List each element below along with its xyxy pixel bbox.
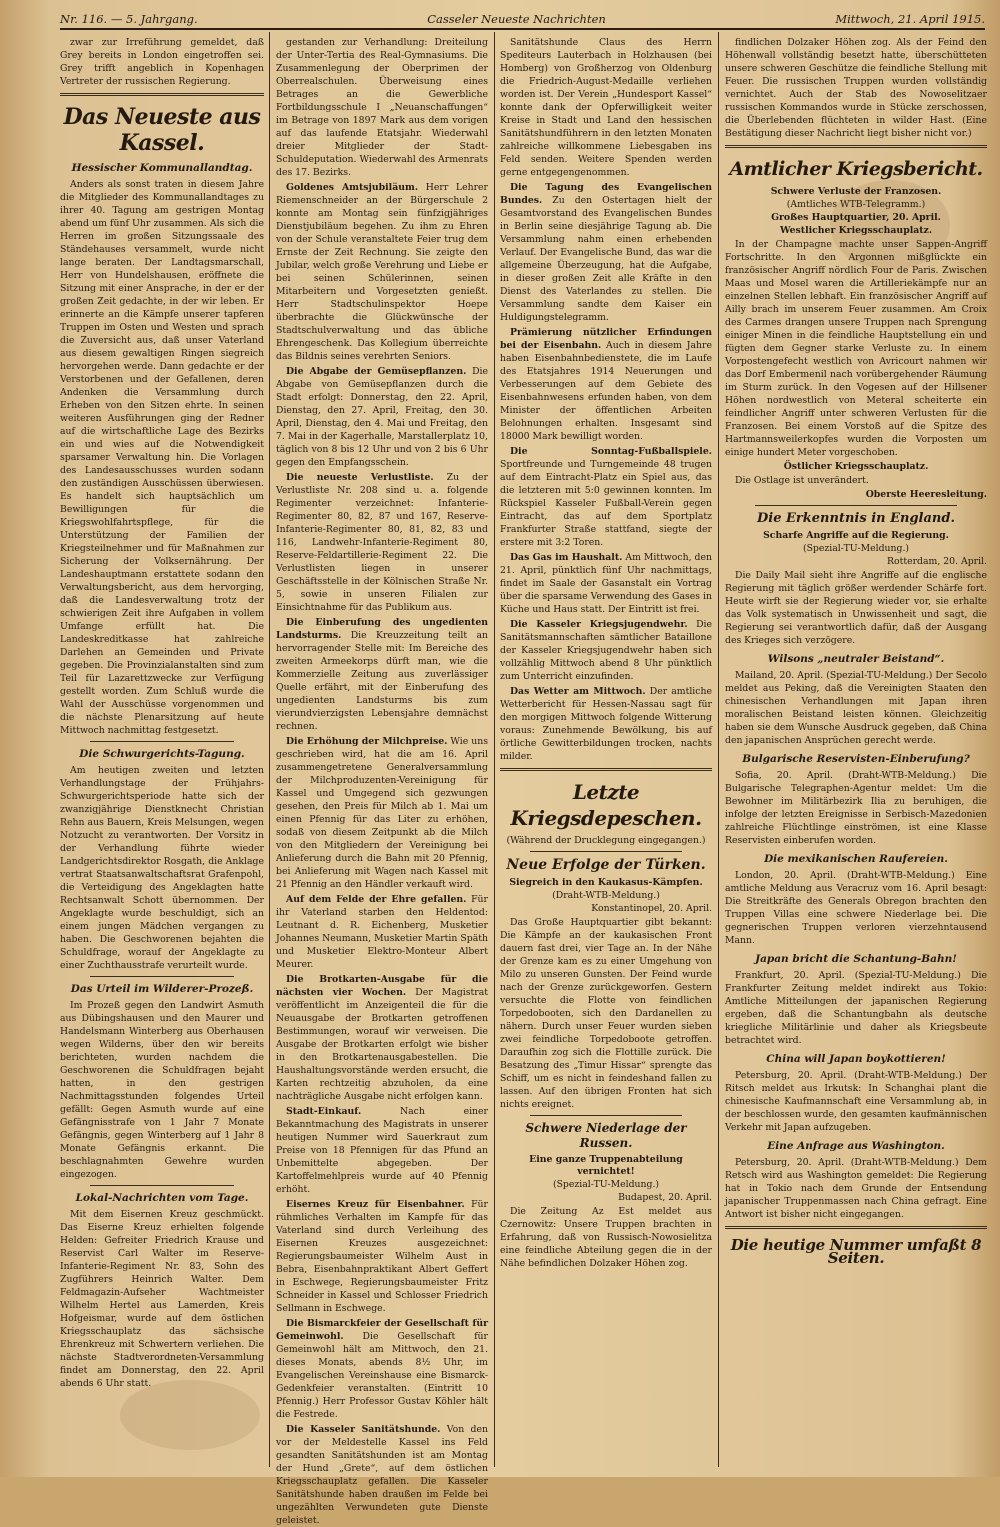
article-heading: Japan bricht die Schantung-Bahn! — [755, 953, 957, 965]
article-text: Am Mittwoch, den 21. April, pünktlich fünf Uhr nachmittags, findet im Saale der Gasanstalt ein Vortrag über die sparsame Verwendung des Gases in Küche und Haus statt. Der Eintritt ist frei. — [500, 552, 712, 615]
article-heading: Die Tagung des Evangelischen Bundes. — [500, 182, 712, 206]
article-text: Die Kreuzzeitung teilt an hervorragender Stelle mit: Im Bereiche des zweiten Armeekorps dürft man, wie die Kommerzielle Zeitung aus zuverlässiger Quelle erfährt, mit der Einberufung des ungedienten Landsturms bis zum vierundvierzigsten Lebensjahre demnächst rechnen. — [276, 630, 488, 732]
divider — [530, 1115, 682, 1116]
divider — [60, 93, 264, 96]
article-text: Sanitätshunde Claus des Herrn Spediteurs Lauterbach in Holzhausen (bei Homberg) von Großherzog von Oldenburg die Friedrich-August-Medaille verliehen worden ist. Der Verein „Hundesport Kassel“ konnte dank der Opferwilligkeit weiter Kreise in Stadt und Land den hessischen Sanitätshundführern in den letzten Monaten zahlreiche willkommene Liebesgaben ins Feld senden. Weitere Spenden werden gerne entgegengenommen. — [500, 37, 712, 178]
article-text: Im Prozeß gegen den Landwirt Asmuth aus Dübingshausen und den Maurer und Handelsmann Winterberg aus Oberhausen wegen Wilderns, über den wir bereits berichteten, wurden nachdem die Geschworenen die Schuldfragen bejaht hatten, in den gestrigen Nachmittagsstunden folgendes Urteil gefällt: Gegen Asmuth wurde auf eine Gefängnisstrafe von 1 Jahr 7 Monate Gefängnis, gegen Winterberg auf 1 Jahr 8 Monate Gefängnis erkannt. Die beschlagnahmten Gewehre wurden eingezogen. — [60, 1000, 264, 1180]
article-subheading: Schwere Verluste der Franzosen. — [770, 186, 942, 197]
article-text: Die Daily Mail sieht ihre Angriffe auf die englische Regierung mit täglich größer werdender Schärfe fort. Heute wirft sie der Regierung wieder vor, sie erhalte das Volk systematisch in Unwissenheit und sagt, die Regierung sei verantwortlich dafür, daß der Ausgang des Krieges sich verzögere. — [725, 570, 987, 646]
article-heading: Schwere Niederlage der Russen. — [525, 1121, 687, 1150]
article-text: Zu den Ostertagen hielt der Gesamtvorstand des Evangelischen Bundes in Berlin seine diesjährige Tagung ab. Die Versammlung nahm einen erhebenden Verlauf. Der Evangelische Bund, das war die allgemeine Überzeugung, hat die Aufgabe, in dieser großen Zeit alle Kräfte in den Dienst des Vaterlandes zu stellen. Die Versammlung sandte dem Kaiser ein Huldigungstelegramm. — [500, 195, 712, 323]
article-text: Wie uns geschrieben wird, hat die am 16. April zusammengetretene Generalversammlung der Milchproduzenten-Vereinigung für Kassel und Umgegend sich gezwungen gesehen, den Preis für Milch ab 1. Mai um einen Pfennig für das Liter zu erhöhen, sodaß von diesem Zeitpunkt ab die Milch von den Mitgliedern der Vereinigung bei Anlieferung durch die Bahn mit 20 Pfennig, bei Anlieferung mit Wagen nach Kassel mit 21 Pfennig an den Händler verkauft wird. — [276, 736, 488, 890]
column-divider — [269, 32, 270, 1467]
article-heading: Die Bismarckfeier der Gesellschaft für Gemeinwohl. — [276, 1318, 488, 1342]
divider — [90, 1185, 234, 1186]
article-text: Die Sanitätsmannschaften sämtlicher Bataillone der Kasseler Kriegsjugendwehr haben sich vollzählig Mittwoch abend 8 Uhr pünktlich zum Unterricht einzufinden. — [500, 619, 712, 682]
article-text: Anders als sonst traten in diesem Jahre die Mitglieder des Kommunallandtages zu ihrer 40. Tagung am gestrigen Montag abend um fünf Uhr zusammen. Als sich die Herren im großen Sitzungssaale des Ständehauses versammelt, wurde nicht lange beraten. Der Landtagsmarschall, Herr von Hundelshausen, eröffnete die Sitzung mit einer Ansprache, in der er der großen Zeit gedachte, in der wir leben. Er erinnerte an die Kämpfe unserer tapferen Truppen im Osten und Westen und sprach die Zuversicht aus, daß unser Vaterland aus diesem gewaltigen Ringen siegreich hervorgehen werde. Dann gedachte er der Verstorbenen und der Gefallenen, deren Andenken die Versammlung durch Erheben von den Sitzen ehrte. In seinen weiteren Ausführungen ging der Redner auf die wirtschaftliche Lage des Bezirks ein und wies auf die Notwendigkeit sparsamer Verwaltung hin. Die Vorlagen des Landesausschusses wurden sodann den zuständigen Ausschüssen überwiesen. Es handelt sich hauptsächlich um Bewilligungen für die Kriegswohlfahrtspflege, für die Unterstützung der Familien der Kriegsteilnehmer und für Maßnahmen zur Sicherung der Volksernährung. Der Landeshauptmann erstattete sodann den Verwaltungsbericht, aus dem hervorging, daß die Landesverwaltung trotz der schwierigen Zeit ihre Aufgaben in vollem Umfange erfüllt hat. Die Landeskreditkasse hat zahlreiche Darlehen an Gemeinden und Private gegeben. Die Provinzialanstalten sind zum Teil für Lazarettzwecke zur Verfügung gestellt worden. Zum Schluß wurde die Wahl der Ausschüsse vorgenommen und die nächste Plenarsitzung auf heute Mittwoch nachmittag festgesetzt. — [60, 179, 264, 736]
divider — [755, 505, 957, 506]
article-heading: Wilsons „neutraler Beistand“. — [767, 653, 945, 665]
article-text: Zu der Verlustliste Nr. 208 sind u. a. folgende Regimenter verzeichnet: Infanterie-Regimenter 80, 82, 87 und 167, Reserve-Infanterie-Regimenter 80, 81, 82, 83 und 116, Landwehr-Infanterie-Regiment 80, Reserve-Feldartillerie-Regiment 22. Die Verlustlisten liegen in unserer Geschäftsstelle in der Kölnischen Straße Nr. 5, sowie in unseren Filialen zur Einsichtnahme für das Publikum aus. — [276, 472, 488, 613]
article-text: Frankfurt, 20. April. (Spezial-TU-Meldung.) Die Frankfurter Zeitung meldet indirekt aus Tokio: Amtliche Mitteilungen der japanischen Regierung ergeben, daß die Schantungbahn als deutsche kriegliche Militärlinie und daher als Kriegsbeute betrachtet wird. — [725, 970, 987, 1046]
article-text: Die Gesellschaft für Gemeinwohl hält am Mittwoch, den 21. dieses Monats, abends 8½ Uhr, im Evangelischen Vereinshause eine Bismarck-Gedenkfeier veranstalten. (Eintritt 10 Pfennig.) Herr Professor Gustav Köhler hält die Festrede. — [276, 1331, 488, 1420]
article-text: Die Zeitung Az Est meldet aus Czernowitz: Unsere Truppen brachten in Erfahrung, daß von Russisch-Nowosielitza eine feindliche Abteilung gegen die in der Nähe befindlichen Dolzaker Höhen zog. — [500, 1206, 712, 1269]
article-heading: Prämierung nützlicher Erfindungen bei der Eisenbahn. — [500, 327, 712, 351]
article-heading: Neue Erfolge der Türken. — [506, 857, 706, 873]
article-text: Mit dem Eisernen Kreuz geschmückt. Das Eiserne Kreuz erhielten folgende Helden: Gefreiter Friedrich Krause und Reservist Carl Walter im Reserve-Infanterie-Regiment Nr. 83, Sohn des Zugführers Heinrich Walter. Dem Feldmagazin-Aufseher Wachtmeister Wilhelm Hertel aus Lamerden, Kreis Hofgeismar, wurde auf dem östlichen Kriegsschauplatz das sächsische Ehrenkreuz mit Schwertern verliehen. Die nächste Stadtverordneten-Versammlung findet am Donnerstag, den 22. April abends 6 Uhr statt. — [60, 1209, 264, 1389]
article-text: Von den vor der Meldestelle Kassel ins Feld gesandten Sanitätshunden ist am Montag der Hund „Grete“, auf dem östlichen Kriegsschauplatz gefallen. Die Kasseler Sanitätshunde haben draußen im Felde bei ungezählten Verwundeten gute Dienste geleistet. — [276, 1424, 488, 1526]
divider — [90, 976, 234, 977]
article-subheading: Siegreich in den Kaukasus-Kämpfen. — [509, 877, 703, 888]
section-banner: Amtlicher Kriegsbericht. — [729, 158, 983, 180]
article-text: Herr Lehrer Riemenschneider an der Bürgerschule 2 konnte am Montag sein fünfzigjähriges Dienstjubiläum begehen. Zu ihm zu Ehren von der Schule veranstaltete Feier trug dem Ernste der Zeit Rechnung. Sie zeigte den Jubilar, welch große Verehrung und Liebe er bei seinen Schülerinnen, seinen Mitarbeitern und Vorgesetzten genießt. Herr Stadtschulinspektor Hoepe überbrachte die Glückwünsche der Stadtschulverwaltung und das übliche Ehrengeschenk. Das Kollegium überreichte das Bildnis seines verehrten Seniors. — [276, 182, 488, 362]
article-heading: Die mexikanischen Raufereien. — [764, 853, 948, 865]
article-text: Auch in diesem Jahre haben Eisenbahnbedienstete, die im Laufe des Etatsjahres 1914 Neuerungen und Verbesserungen auf dem Gebiete des Eisenbahnwesens erfunden haben, von dem Minister der öffentlichen Arbeiten Belohnungen erhalten. Insgesamt sind 18000 Mark bewilligt worden. — [500, 340, 712, 442]
section-banner: Letzte Kriegsdepeschen. — [510, 780, 702, 830]
article-heading: Die Einberufung des ungedienten Landsturms. — [276, 617, 488, 641]
masthead-title: Casseler Neueste Nachrichten — [427, 12, 606, 26]
article-subheading: Eine ganze Truppenabteilung vernichtet! — [529, 1154, 683, 1177]
issue-number: Nr. 116. — 5. Jahrgang. — [60, 12, 198, 26]
article-heading: Die Abgabe der Gemüsepflanzen. — [286, 366, 467, 377]
article-heading: Die Erhöhung der Milchpreise. — [286, 736, 448, 747]
article-source: (Draht-WTB-Meldung.) — [552, 890, 660, 901]
article-heading: China will Japan boykottieren! — [766, 1053, 946, 1065]
article-text: Die Abgabe von Gemüsepflanzen durch die Stadt erfolgt: Donnerstag, den 22. April, Dienstag, den 27. April, Freitag, den 30. April, Dienstag, den 4. Mai und Freitag, den 7. Mai in der Kagerhalle, Marstallerplatz 10, täglich von 8 bis 12 Uhr und von 2 bis 6 Uhr gegen den Empfangsschein. — [276, 366, 488, 468]
article-dateline: Budapest, 20. April. — [618, 1192, 712, 1203]
article-text: gestanden zur Verhandlung: Dreiteilung der Unter-Tertia des Real-Gymnasiums. Die Zusammenlegung der Oberprimen der Oberrealschulen. Überweisung eines Betrages an die Gewerbliche Fortbildungsschule I „Neuanschaffungen“ im Betrage von 1897 Mark aus dem vorigen auf das laufende Etatsjahr. Wiederwahl dreier Mitglieder der Stadt-Schuldeputation. Wiederwahl des Armenrats des 17. Bezirks. — [276, 37, 488, 178]
article-source: (Spezial-TU-Meldung.) — [802, 543, 910, 554]
divider — [725, 1226, 987, 1229]
column-divider — [718, 32, 719, 1467]
article-text: zwar zur Irreführung gemeldet, daß Grey bereits in London eingetroffen sei. Grey trifft angeblich in Kopenhagen Vertreter der russischen Regierung. — [60, 37, 264, 87]
section-banner: Das Neueste aus Kassel. — [63, 104, 261, 156]
article-heading: Lokal-Nachrichten vom Tage. — [75, 1192, 249, 1204]
article-text: London, 20. April. (Draht-WTB-Meldung.) Eine amtliche Meldung aus Veracruz vom 16. April besagt: Die Streitkräfte des Generals Obregon brachten den Truppen Villas eine schwere Niederlage bei. Die gegnerischen Truppen verloren vierzehntausend Mann. — [725, 870, 987, 946]
article-text: In der Champagne machte unser Sappen-Angriff Fortschritte. In den Argonnen mißglückte ein französischer Angriff nördlich Four de Paris. Zwischen Maas und Mosel waren die Artilleriekämpfe nur an einzelnen Stellen lebhaft. Ein französischer Angriff auf Ailly brach im unserem Feuer zusammen. Am Croix des Carmes drangen unsere Truppen nach Sprengung einiger Minen in die feindliche Hauptstellung ein und fügten dem Gegner starke Verluste zu. In einem Vorpostengefecht westlich von Avricourt nahmen wir das Dorf Embermenil nach vorübergehender Räumung im Sturm zurück. In den Vogesen auf der Hillsener Höhen nordwestlich von Meteral scheiterte ein feindlicher Angriff unter schweren Verlusten für die Franzosen. Bei einem Vorstoß auf die Spitze des Hartmannsweilerkopfes wurden die Vorposten um einige hundert Meter vorgeschoben. — [725, 239, 987, 458]
article-heading: Hessischer Kommunallandtag. — [71, 162, 253, 174]
article-heading: Die Kasseler Kriegsjugendwehr. — [510, 619, 688, 630]
article-heading: Die Brotkarten-Ausgabe für die nächsten vier Wochen. — [276, 974, 488, 998]
column-1 — [60, 36, 264, 1471]
article-heading: Die neueste Verlustliste. — [286, 472, 434, 483]
article-heading: Eisernes Kreuz für Eisenbahner. — [286, 1199, 465, 1210]
article-heading: Die Schwurgerichts-Tagung. — [79, 748, 245, 760]
column-4 — [725, 36, 987, 1471]
article-heading: Das Wetter am Mittwoch. — [510, 686, 646, 697]
article-heading: Stadt-Einkauf. — [286, 1106, 362, 1117]
article-subheading: Westlicher Kriegsschauplatz. — [779, 225, 933, 236]
article-text: Petersburg, 20. April. (Draht-WTB-Meldung.) Dem Retsch wird aus Washington gemeldet: Die Regierung hat in Tokio nach dem Grunde der Entsendung japanischer Truppenmassen nach China gefragt. Eine Antwort ist bisher nicht eingegangen. — [725, 1157, 987, 1220]
article-subheading: Östlicher Kriegsschauplatz. — [783, 461, 929, 472]
article-heading: Auf dem Felde der Ehre gefallen. — [286, 894, 467, 905]
divider — [725, 145, 987, 148]
article-subheading: Scharfe Angriffe auf die Regierung. — [763, 530, 949, 541]
divider — [90, 741, 234, 742]
page-header — [60, 8, 985, 30]
article-text: Der Magistrat veröffentlicht im Anzeigenteil die für die Neuausgabe der Brotkarten getroffenen Bestimmungen, worauf wir verweisen. Die Ausgabe der Brotkarten erfolgt wie bisher in den Brotkartenausgabestellen. Die Haushaltungsvorstände werden ersucht, die Karten rechtzeitig abzuholen, da eine nachträgliche Ausgabe nicht erfolgen kann. — [276, 987, 488, 1102]
article-text: Sofia, 20. April. (Draht-WTB-Meldung.) Die Bulgarische Telegraphen-Agentur meldet: Um die Bewohner im Militärbezirk Ilia zu beruhigen, die infolge der letzten Ereignisse in Serbisch-Mazedonien zahlreiche Flüchtlinge einströmen, ist eine Klasse Reservisten einberufen worden. — [725, 770, 987, 846]
article-heading: Die Sonntag-Fußballspiele. — [510, 446, 712, 457]
article-source: (Spezial-TU-Meldung.) — [552, 1179, 660, 1190]
article-heading: Das Urteil im Wilderer-Prozeß. — [70, 983, 254, 995]
article-dateline: Konstantinopel, 20. April. — [591, 903, 712, 914]
article-heading: Die Kasseler Sanitätshunde. — [286, 1424, 441, 1435]
article-text: Für rühmliches Verhalten im Kampfe für das Vaterland sind durch Verleihung des Eisernen Kreuzes ausgezeichnet: Regierungsbaumeister Wilhelm Aust in Bebra, Eisenbahnpraktikant Albert Geffert in Eschwege, Regierungsbaumeister Fritz Schneider in Kassel und Schlosser Friedrich Sellmann in Eschwege. — [276, 1199, 488, 1314]
article-heading: Das Gas im Haushalt. — [510, 552, 623, 563]
article-heading: Eine Anfrage aus Washington. — [767, 1140, 945, 1152]
article-text: Der amtliche Wetterbericht für Hessen-Nassau sagt für den morgigen Mittwoch folgende Witterung voraus: Zunehmende Bewölkung, bis auf örtliche Gewitterbildungen trocken, nachts milder. — [500, 686, 712, 762]
article-source: (Amtliches WTB-Telegramm.) — [786, 199, 926, 210]
article-dateline: Rotterdam, 20. April. — [887, 556, 987, 567]
signature: Oberste Heeresleitung. — [865, 489, 987, 500]
article-text: Sportfreunde und Turngemeinde 48 trugen auf dem Eintracht-Platz ein Spiel aus, das die letzteren mit 5:0 gewinnen konnten. Im Rückspiel Kasseler Fußball-Verein gegen Eintracht, das auf dem Sportplatz Frankfurter Straße stattfand, siegte der erstere mit 3:2 Toren. — [500, 459, 712, 548]
column-divider — [494, 32, 495, 1467]
article-heading: Goldenes Amtsjubiläum. — [286, 182, 419, 193]
article-text: Nach einer Bekanntmachung des Magistrats in unserer heutigen Nummer wird Sauerkraut zum Preise von 18 Pfennigen für das Pfund an Unbemittelte abgegeben. Der Kartoffelmehlpreis wurde auf 40 Pfennig erhöht. — [276, 1106, 488, 1195]
article-text: Für ihr Vaterland starben den Heldentod: Leutnant d. R. Eichenberg, Musketier Johannes Neumann, Musketier Martin Späth und Musketier Elektro-Monteur Albert Meurer. — [276, 894, 488, 970]
article-text: findlichen Dolzaker Höhen zog. Als der Feind den Höhenwall vollständig besetzt hatte, überschütteten unsere schweren Geschütze die feindliche Stellung mit Feuer. Die russischen Truppen wurden vollständig vernichtet. Auch der Stab des Nowoselitzaer russischen Kommandos wurde in Stücke zerschossen, die Überlebenden flüchteten in wilder Hast. (Eine Bestätigung dieser Nachricht liegt bisher nicht vor.) — [725, 37, 987, 139]
article-text: Die Ostlage ist unverändert. — [735, 475, 869, 486]
banner-subtitle: (Während der Drucklegung eingegangen.) — [506, 835, 706, 846]
divider — [530, 851, 682, 852]
divider — [500, 768, 712, 771]
article-heading: Bulgarische Reservisten-Einberufung? — [742, 753, 970, 765]
page-count-notice: Die heutige Nummer umfaßt 8 Seiten. — [730, 1236, 982, 1267]
column-2 — [276, 36, 488, 1526]
article-heading: Die Erkenntnis in England. — [757, 511, 955, 526]
issue-date: Mittwoch, 21. April 1915. — [835, 12, 985, 26]
column-3 — [500, 36, 712, 1471]
article-text: Das Große Hauptquartier gibt bekannt: Die Kämpfe an der kaukasischen Front dauern fast drei, vier Tage an. In der Nähe der Grenze kam es zu einer Umgehung von Milo zu unseren Gunsten. Der Feind wurde nach der Grenze zurückgeworfen. Gestern versuchte die Flotte von feindlichen Torpedobooten, sich den Dardanellen zu nähern. Durch unser Feuer wurden sieben zwei feindliche Torpedoboote getroffen. Daraufhin zog sich die Flottille zurück. Die Besatzung des „Timur Hissar“ sprengte das Schiff, um es nicht in feindeshand fallen zu lassen. Auf den übrigen Fronten hat sich nichts ereignet. — [500, 917, 712, 1110]
article-text: Petersburg, 20. April. (Draht-WTB-Meldung.) Der Ritsch meldet aus Irkutsk: In Schanghai plant die chinesische Kaufmannschaft eine Versammlung ab, in der beschlossen wurde, den gesamten kaufmännischen Verkehr mit Japan aufzugeben. — [725, 1070, 987, 1133]
article-text: Mailand, 20. April. (Spezial-TU-Meldung.) Der Secolo meldet aus Peking, daß die Vereinigten Staaten den chinesischen Verhandlungen mit Japan ihren moralischen Beistand leisten können. Gleichzeitig haben sie dem Wunsche Ausdruck gegeben, daß China den japanischen Ansprüchen gerecht werde. — [725, 670, 987, 746]
article-text: Am heutigen zweiten und letzten Verhandlungstage der Frühjahrs-Schwurgerichtsperiode hatte sich der zwanzigjährige Dienstknecht Christian Rehn aus Bauern, Kreis Melsungen, wegen Notzucht zu verantworten. Der Vorsitz in der Verhandlung führte wieder Landgerichtsdirektor Rosgath, die Anklage vertrat Staatsanwaltschaftsrat Grafenpohl, die Verteidigung des Angeklagten hatte Rechtsanwalt Schott übernommen. Der Angeklagte wurde beschuldigt, sich an einem jungen Mädchen vergangen zu haben. Die Geschworenen bejahten die Schuldfrage, worauf der Angeklagte zu einer Zuchthausstrafe verurteilt wurde. — [60, 765, 264, 971]
article-dateline: Großes Hauptquartier, 20. April. — [771, 212, 941, 223]
